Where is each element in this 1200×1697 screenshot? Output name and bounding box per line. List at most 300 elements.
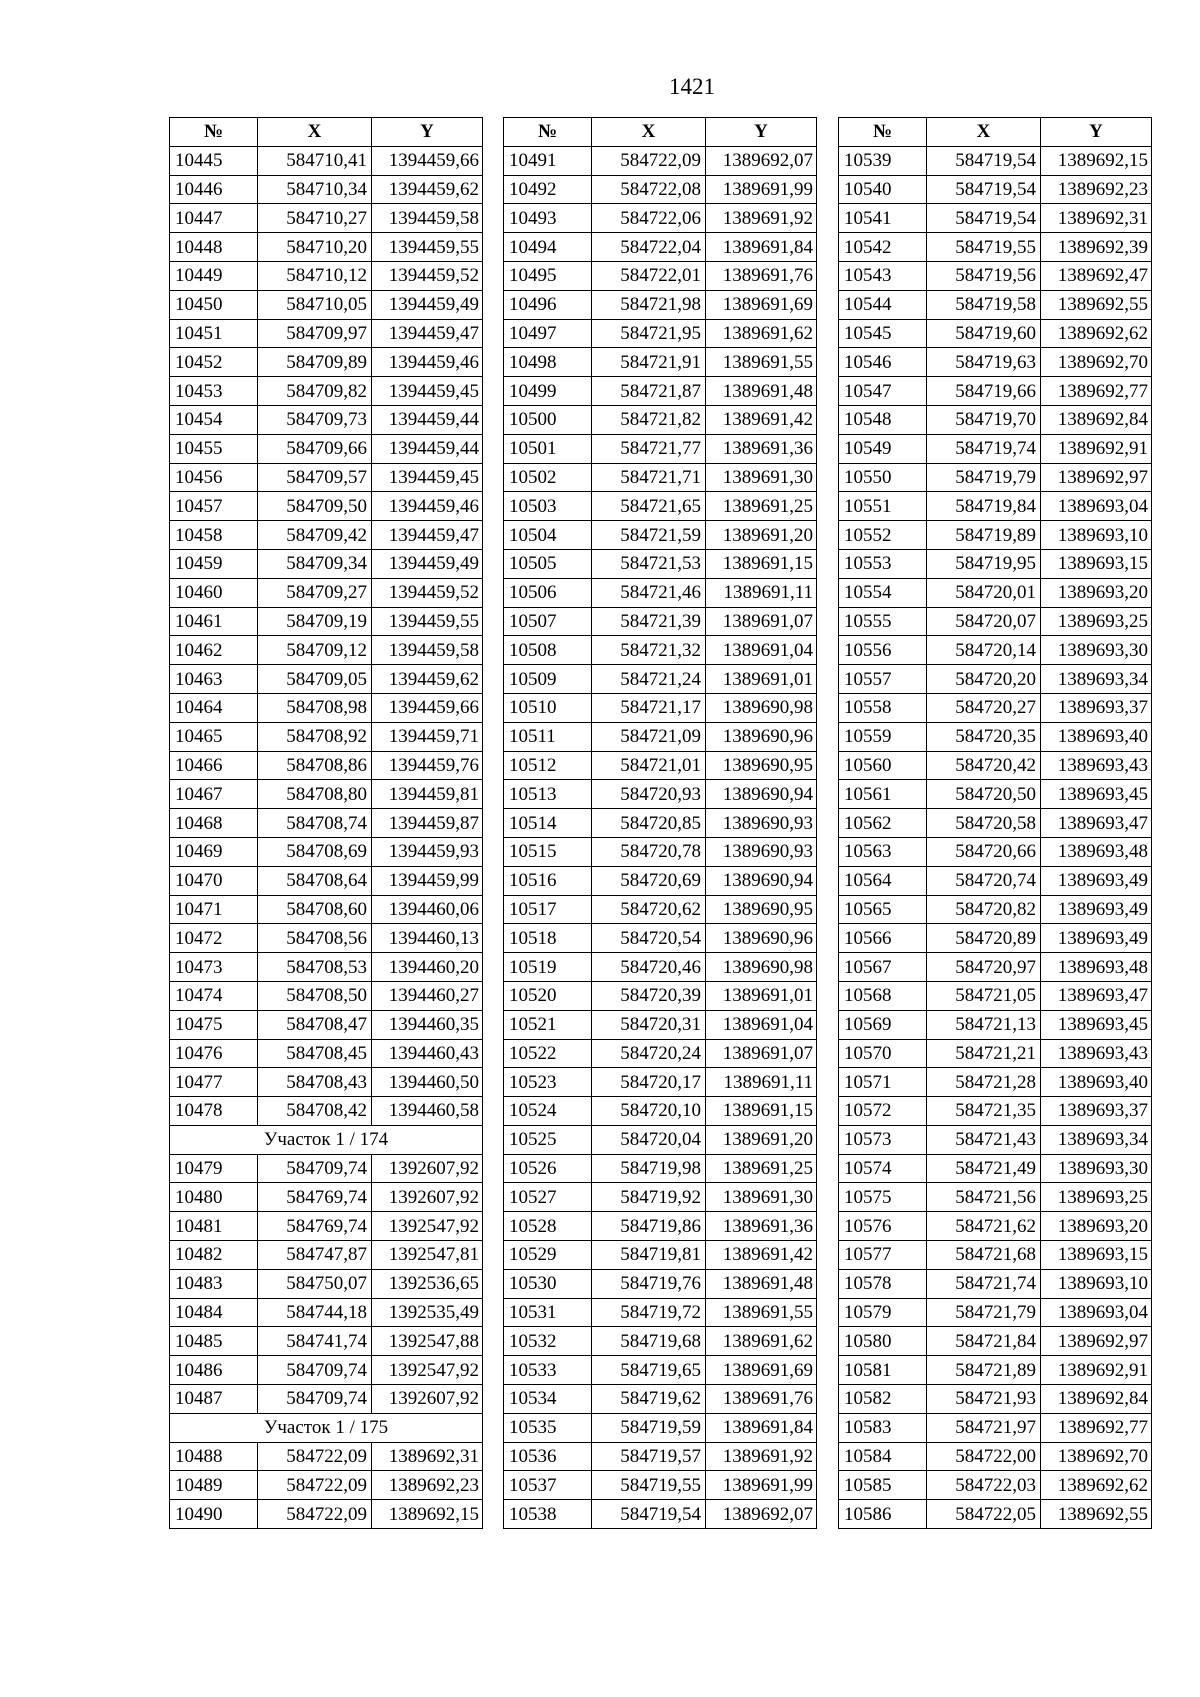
y-coordinate: 1389693,43 bbox=[1041, 751, 1152, 780]
table-row bbox=[170, 1039, 483, 1068]
table-row bbox=[839, 1010, 1152, 1039]
x-coordinate: 584720,14 bbox=[927, 636, 1041, 665]
y-coordinate: 1389691,76 bbox=[706, 1385, 817, 1414]
y-coordinate: 1389692,77 bbox=[1041, 377, 1152, 406]
point-number: 10524 bbox=[504, 1097, 592, 1126]
x-coordinate: 584721,84 bbox=[927, 1327, 1041, 1356]
table-row bbox=[839, 1097, 1152, 1126]
table-row bbox=[504, 665, 817, 694]
y-coordinate: 1389691,69 bbox=[706, 290, 817, 319]
x-coordinate: 584722,04 bbox=[592, 233, 706, 262]
x-coordinate: 584722,00 bbox=[927, 1442, 1041, 1471]
y-coordinate: 1394459,62 bbox=[372, 665, 483, 694]
x-coordinate: 584747,87 bbox=[258, 1241, 372, 1270]
table-row bbox=[504, 1413, 817, 1442]
point-number: 10523 bbox=[504, 1068, 592, 1097]
x-coordinate: 584708,64 bbox=[258, 866, 372, 895]
x-coordinate: 584720,58 bbox=[927, 809, 1041, 838]
point-number: 10538 bbox=[504, 1500, 592, 1529]
x-coordinate: 584741,74 bbox=[258, 1327, 372, 1356]
point-number: 10465 bbox=[170, 722, 258, 751]
y-coordinate: 1389691,30 bbox=[706, 1183, 817, 1212]
y-coordinate: 1389690,98 bbox=[706, 953, 817, 982]
y-coordinate: 1389691,84 bbox=[706, 1413, 817, 1442]
x-coordinate: 584719,66 bbox=[927, 377, 1041, 406]
x-coordinate: 584721,01 bbox=[592, 751, 706, 780]
x-coordinate: 584719,54 bbox=[592, 1500, 706, 1529]
y-coordinate: 1389692,91 bbox=[1041, 1356, 1152, 1385]
point-number: 10484 bbox=[170, 1298, 258, 1327]
table-row bbox=[504, 348, 817, 377]
table-row bbox=[839, 1039, 1152, 1068]
table-row bbox=[839, 722, 1152, 751]
table-row bbox=[170, 434, 483, 463]
point-number: 10505 bbox=[504, 549, 592, 578]
x-coordinate: 584721,62 bbox=[927, 1212, 1041, 1241]
y-coordinate: 1389693,15 bbox=[1041, 549, 1152, 578]
x-coordinate: 584722,09 bbox=[592, 146, 706, 175]
y-coordinate: 1392547,88 bbox=[372, 1327, 483, 1356]
y-coordinate: 1389690,95 bbox=[706, 751, 817, 780]
y-coordinate: 1389691,01 bbox=[706, 981, 817, 1010]
x-coordinate: 584721,09 bbox=[592, 722, 706, 751]
point-number: 10526 bbox=[504, 1154, 592, 1183]
y-coordinate: 1389693,37 bbox=[1041, 1097, 1152, 1126]
table-row bbox=[839, 377, 1152, 406]
point-number: 10457 bbox=[170, 492, 258, 521]
y-coordinate: 1389693,04 bbox=[1041, 492, 1152, 521]
point-number: 10472 bbox=[170, 924, 258, 953]
x-coordinate: 584721,97 bbox=[927, 1413, 1041, 1442]
y-coordinate: 1394459,58 bbox=[372, 204, 483, 233]
table-row bbox=[170, 405, 483, 434]
y-coordinate: 1389691,36 bbox=[706, 434, 817, 463]
y-coordinate: 1389693,30 bbox=[1041, 636, 1152, 665]
table-row bbox=[504, 377, 817, 406]
y-coordinate: 1389693,20 bbox=[1041, 578, 1152, 607]
point-number: 10519 bbox=[504, 953, 592, 982]
y-coordinate: 1389690,96 bbox=[706, 722, 817, 751]
y-coordinate: 1389693,25 bbox=[1041, 1183, 1152, 1212]
x-coordinate: 584721,21 bbox=[927, 1039, 1041, 1068]
point-number: 10500 bbox=[504, 405, 592, 434]
point-number: 10584 bbox=[839, 1442, 927, 1471]
y-coordinate: 1389693,30 bbox=[1041, 1154, 1152, 1183]
x-coordinate: 584720,93 bbox=[592, 780, 706, 809]
table-row bbox=[504, 693, 817, 722]
y-coordinate: 1394459,71 bbox=[372, 722, 483, 751]
x-coordinate: 584708,43 bbox=[258, 1068, 372, 1097]
point-number: 10554 bbox=[839, 578, 927, 607]
point-number: 10493 bbox=[504, 204, 592, 233]
table-row bbox=[504, 607, 817, 636]
table-row bbox=[170, 319, 483, 348]
table-row bbox=[839, 434, 1152, 463]
table-row bbox=[504, 1125, 817, 1154]
table-row bbox=[839, 953, 1152, 982]
x-coordinate: 584720,50 bbox=[927, 780, 1041, 809]
y-coordinate: 1394460,58 bbox=[372, 1097, 483, 1126]
x-coordinate: 584721,24 bbox=[592, 665, 706, 694]
table-row bbox=[504, 1039, 817, 1068]
table-row bbox=[170, 1442, 483, 1471]
y-coordinate: 1394459,49 bbox=[372, 549, 483, 578]
table-row bbox=[839, 607, 1152, 636]
x-coordinate: 584719,89 bbox=[927, 521, 1041, 550]
section-title: Участок 1 / 175 bbox=[170, 1413, 483, 1442]
x-coordinate: 584721,35 bbox=[927, 1097, 1041, 1126]
point-number: 10482 bbox=[170, 1241, 258, 1270]
x-coordinate: 584719,72 bbox=[592, 1298, 706, 1327]
x-coordinate: 584720,62 bbox=[592, 895, 706, 924]
y-coordinate: 1394459,76 bbox=[372, 751, 483, 780]
x-coordinate: 584719,68 bbox=[592, 1327, 706, 1356]
y-coordinate: 1389691,04 bbox=[706, 1010, 817, 1039]
y-coordinate: 1394459,58 bbox=[372, 636, 483, 665]
table-row bbox=[839, 1212, 1152, 1241]
point-number: 10532 bbox=[504, 1327, 592, 1356]
x-coordinate: 584769,74 bbox=[258, 1212, 372, 1241]
table-row bbox=[170, 665, 483, 694]
table-row bbox=[504, 290, 817, 319]
table-row bbox=[839, 290, 1152, 319]
y-coordinate: 1389691,99 bbox=[706, 1471, 817, 1500]
point-number: 10531 bbox=[504, 1298, 592, 1327]
table-row bbox=[170, 1327, 483, 1356]
table-row bbox=[839, 809, 1152, 838]
y-coordinate: 1394459,93 bbox=[372, 837, 483, 866]
point-number: 10562 bbox=[839, 809, 927, 838]
x-coordinate: 584708,74 bbox=[258, 809, 372, 838]
y-coordinate: 1389690,94 bbox=[706, 866, 817, 895]
table-row bbox=[839, 1327, 1152, 1356]
x-coordinate: 584721,79 bbox=[927, 1298, 1041, 1327]
table-row bbox=[839, 1068, 1152, 1097]
y-coordinate: 1394459,66 bbox=[372, 693, 483, 722]
y-coordinate: 1389691,01 bbox=[706, 665, 817, 694]
point-number: 10579 bbox=[839, 1298, 927, 1327]
point-number: 10449 bbox=[170, 261, 258, 290]
coordinate-table-2 bbox=[503, 117, 817, 1529]
y-coordinate: 1392607,92 bbox=[372, 1385, 483, 1414]
y-coordinate: 1389692,23 bbox=[372, 1471, 483, 1500]
header-y: Y bbox=[1041, 118, 1152, 147]
y-coordinate: 1389692,62 bbox=[1041, 1471, 1152, 1500]
x-coordinate: 584708,45 bbox=[258, 1039, 372, 1068]
point-number: 10499 bbox=[504, 377, 592, 406]
section-row bbox=[170, 1413, 483, 1442]
table-row bbox=[170, 1269, 483, 1298]
y-coordinate: 1389691,62 bbox=[706, 1327, 817, 1356]
x-coordinate: 584719,95 bbox=[927, 549, 1041, 578]
y-coordinate: 1389693,20 bbox=[1041, 1212, 1152, 1241]
y-coordinate: 1389691,11 bbox=[706, 1068, 817, 1097]
point-number: 10559 bbox=[839, 722, 927, 751]
x-coordinate: 584708,98 bbox=[258, 693, 372, 722]
header-row bbox=[504, 118, 817, 147]
x-coordinate: 584708,42 bbox=[258, 1097, 372, 1126]
point-number: 10544 bbox=[839, 290, 927, 319]
point-number: 10550 bbox=[839, 463, 927, 492]
y-coordinate: 1389693,48 bbox=[1041, 953, 1152, 982]
point-number: 10520 bbox=[504, 981, 592, 1010]
point-number: 10533 bbox=[504, 1356, 592, 1385]
point-number: 10552 bbox=[839, 521, 927, 550]
table-row bbox=[170, 1097, 483, 1126]
point-number: 10557 bbox=[839, 665, 927, 694]
table-row bbox=[839, 1385, 1152, 1414]
point-number: 10483 bbox=[170, 1269, 258, 1298]
y-coordinate: 1389691,15 bbox=[706, 1097, 817, 1126]
x-coordinate: 584708,56 bbox=[258, 924, 372, 953]
point-number: 10495 bbox=[504, 261, 592, 290]
x-coordinate: 584710,05 bbox=[258, 290, 372, 319]
point-number: 10452 bbox=[170, 348, 258, 377]
x-coordinate: 584721,91 bbox=[592, 348, 706, 377]
y-coordinate: 1389691,76 bbox=[706, 261, 817, 290]
x-coordinate: 584719,86 bbox=[592, 1212, 706, 1241]
point-number: 10546 bbox=[839, 348, 927, 377]
table-row bbox=[839, 1183, 1152, 1212]
x-coordinate: 584744,18 bbox=[258, 1298, 372, 1327]
x-coordinate: 584721,53 bbox=[592, 549, 706, 578]
y-coordinate: 1389692,84 bbox=[1041, 1385, 1152, 1414]
x-coordinate: 584709,66 bbox=[258, 434, 372, 463]
table-row bbox=[839, 1154, 1152, 1183]
table-row bbox=[839, 492, 1152, 521]
x-coordinate: 584721,59 bbox=[592, 521, 706, 550]
table-row bbox=[504, 636, 817, 665]
point-number: 10574 bbox=[839, 1154, 927, 1183]
point-number: 10540 bbox=[839, 175, 927, 204]
point-number: 10461 bbox=[170, 607, 258, 636]
table-row bbox=[504, 261, 817, 290]
x-coordinate: 584769,74 bbox=[258, 1183, 372, 1212]
y-coordinate: 1389691,55 bbox=[706, 1298, 817, 1327]
y-coordinate: 1389692,70 bbox=[1041, 1442, 1152, 1471]
y-coordinate: 1394459,81 bbox=[372, 780, 483, 809]
table-row bbox=[504, 1010, 817, 1039]
y-coordinate: 1389691,92 bbox=[706, 1442, 817, 1471]
table-row bbox=[170, 1010, 483, 1039]
table-row bbox=[504, 809, 817, 838]
table-row bbox=[839, 204, 1152, 233]
table-row bbox=[504, 895, 817, 924]
table-row bbox=[504, 463, 817, 492]
point-number: 10539 bbox=[839, 146, 927, 175]
table-row bbox=[504, 1241, 817, 1270]
y-coordinate: 1389691,07 bbox=[706, 607, 817, 636]
point-number: 10561 bbox=[839, 780, 927, 809]
x-coordinate: 584722,09 bbox=[258, 1442, 372, 1471]
table-row bbox=[839, 578, 1152, 607]
point-number: 10471 bbox=[170, 895, 258, 924]
x-coordinate: 584722,01 bbox=[592, 261, 706, 290]
y-coordinate: 1394460,27 bbox=[372, 981, 483, 1010]
point-number: 10474 bbox=[170, 981, 258, 1010]
x-coordinate: 584721,32 bbox=[592, 636, 706, 665]
point-number: 10470 bbox=[170, 866, 258, 895]
y-coordinate: 1394459,45 bbox=[372, 377, 483, 406]
point-number: 10513 bbox=[504, 780, 592, 809]
table-row bbox=[504, 146, 817, 175]
table-row bbox=[839, 1356, 1152, 1385]
page-number: 1421 bbox=[669, 74, 715, 99]
table-row bbox=[170, 1471, 483, 1500]
table-row bbox=[504, 722, 817, 751]
header-no: № bbox=[170, 118, 258, 147]
y-coordinate: 1394460,13 bbox=[372, 924, 483, 953]
table-row bbox=[504, 405, 817, 434]
x-coordinate: 584719,65 bbox=[592, 1356, 706, 1385]
point-number: 10586 bbox=[839, 1500, 927, 1529]
point-number: 10551 bbox=[839, 492, 927, 521]
table-row bbox=[170, 463, 483, 492]
x-coordinate: 584721,68 bbox=[927, 1241, 1041, 1270]
y-coordinate: 1389693,47 bbox=[1041, 981, 1152, 1010]
point-number: 10537 bbox=[504, 1471, 592, 1500]
header-y: Y bbox=[706, 118, 817, 147]
x-coordinate: 584722,09 bbox=[258, 1471, 372, 1500]
point-number: 10514 bbox=[504, 809, 592, 838]
y-coordinate: 1394459,46 bbox=[372, 492, 483, 521]
y-coordinate: 1389692,84 bbox=[1041, 405, 1152, 434]
table-row bbox=[504, 175, 817, 204]
point-number: 10502 bbox=[504, 463, 592, 492]
y-coordinate: 1389692,07 bbox=[706, 1500, 817, 1529]
table-row bbox=[170, 1298, 483, 1327]
table-row bbox=[504, 549, 817, 578]
table-row bbox=[504, 1298, 817, 1327]
point-number: 10473 bbox=[170, 953, 258, 982]
y-coordinate: 1389691,07 bbox=[706, 1039, 817, 1068]
table-row bbox=[170, 924, 483, 953]
x-coordinate: 584720,35 bbox=[927, 722, 1041, 751]
table-row bbox=[839, 261, 1152, 290]
x-coordinate: 584719,55 bbox=[927, 233, 1041, 262]
y-coordinate: 1389691,25 bbox=[706, 1154, 817, 1183]
y-coordinate: 1389692,97 bbox=[1041, 463, 1152, 492]
x-coordinate: 584720,31 bbox=[592, 1010, 706, 1039]
y-coordinate: 1389690,93 bbox=[706, 809, 817, 838]
point-number: 10525 bbox=[504, 1125, 592, 1154]
table-row bbox=[839, 1298, 1152, 1327]
header-x: X bbox=[927, 118, 1041, 147]
y-coordinate: 1389692,77 bbox=[1041, 1413, 1152, 1442]
y-coordinate: 1389691,42 bbox=[706, 405, 817, 434]
table-row bbox=[170, 1385, 483, 1414]
x-coordinate: 584719,60 bbox=[927, 319, 1041, 348]
table-row bbox=[839, 780, 1152, 809]
y-coordinate: 1389693,37 bbox=[1041, 693, 1152, 722]
table-row bbox=[504, 233, 817, 262]
x-coordinate: 584720,74 bbox=[927, 866, 1041, 895]
y-coordinate: 1389693,49 bbox=[1041, 866, 1152, 895]
table-row bbox=[504, 492, 817, 521]
x-coordinate: 584709,27 bbox=[258, 578, 372, 607]
x-coordinate: 584720,97 bbox=[927, 953, 1041, 982]
point-number: 10468 bbox=[170, 809, 258, 838]
table-row bbox=[170, 204, 483, 233]
point-number: 10451 bbox=[170, 319, 258, 348]
header-x: X bbox=[592, 118, 706, 147]
table-row bbox=[170, 578, 483, 607]
point-number: 10521 bbox=[504, 1010, 592, 1039]
x-coordinate: 584720,07 bbox=[927, 607, 1041, 636]
y-coordinate: 1392607,92 bbox=[372, 1183, 483, 1212]
table-row bbox=[170, 722, 483, 751]
y-coordinate: 1389693,10 bbox=[1041, 521, 1152, 550]
y-coordinate: 1389693,47 bbox=[1041, 809, 1152, 838]
x-coordinate: 584719,59 bbox=[592, 1413, 706, 1442]
table-row bbox=[504, 1442, 817, 1471]
x-coordinate: 584721,74 bbox=[927, 1269, 1041, 1298]
y-coordinate: 1389693,40 bbox=[1041, 1068, 1152, 1097]
point-number: 10492 bbox=[504, 175, 592, 204]
table-row bbox=[504, 751, 817, 780]
table-row bbox=[839, 1471, 1152, 1500]
table-row bbox=[170, 549, 483, 578]
x-coordinate: 584719,54 bbox=[927, 146, 1041, 175]
y-coordinate: 1389693,34 bbox=[1041, 1125, 1152, 1154]
header-y: Y bbox=[372, 118, 483, 147]
x-coordinate: 584721,82 bbox=[592, 405, 706, 434]
point-number: 10543 bbox=[839, 261, 927, 290]
x-coordinate: 584708,60 bbox=[258, 895, 372, 924]
point-number: 10491 bbox=[504, 146, 592, 175]
point-number: 10508 bbox=[504, 636, 592, 665]
table-row bbox=[170, 233, 483, 262]
y-coordinate: 1389690,93 bbox=[706, 837, 817, 866]
x-coordinate: 584719,54 bbox=[927, 204, 1041, 233]
y-coordinate: 1389691,30 bbox=[706, 463, 817, 492]
point-number: 10459 bbox=[170, 549, 258, 578]
x-coordinate: 584719,79 bbox=[927, 463, 1041, 492]
table-row bbox=[170, 981, 483, 1010]
y-coordinate: 1394459,44 bbox=[372, 434, 483, 463]
point-number: 10487 bbox=[170, 1385, 258, 1414]
point-number: 10542 bbox=[839, 233, 927, 262]
y-coordinate: 1389693,49 bbox=[1041, 895, 1152, 924]
table-row bbox=[839, 233, 1152, 262]
y-coordinate: 1389690,95 bbox=[706, 895, 817, 924]
x-coordinate: 584719,56 bbox=[927, 261, 1041, 290]
y-coordinate: 1389692,07 bbox=[706, 146, 817, 175]
y-coordinate: 1389693,48 bbox=[1041, 837, 1152, 866]
table-row bbox=[170, 636, 483, 665]
point-number: 10464 bbox=[170, 693, 258, 722]
point-number: 10462 bbox=[170, 636, 258, 665]
point-number: 10490 bbox=[170, 1500, 258, 1529]
table-row bbox=[170, 1356, 483, 1385]
point-number: 10477 bbox=[170, 1068, 258, 1097]
point-number: 10504 bbox=[504, 521, 592, 550]
y-coordinate: 1389691,48 bbox=[706, 1269, 817, 1298]
table-row bbox=[504, 319, 817, 348]
x-coordinate: 584721,46 bbox=[592, 578, 706, 607]
x-coordinate: 584720,42 bbox=[927, 751, 1041, 780]
y-coordinate: 1394459,55 bbox=[372, 233, 483, 262]
y-coordinate: 1389693,49 bbox=[1041, 924, 1152, 953]
table-row bbox=[839, 521, 1152, 550]
point-number: 10481 bbox=[170, 1212, 258, 1241]
y-coordinate: 1389692,70 bbox=[1041, 348, 1152, 377]
x-coordinate: 584709,74 bbox=[258, 1385, 372, 1414]
table-row bbox=[504, 981, 817, 1010]
x-coordinate: 584709,74 bbox=[258, 1154, 372, 1183]
table-row bbox=[170, 866, 483, 895]
point-number: 10545 bbox=[839, 319, 927, 348]
